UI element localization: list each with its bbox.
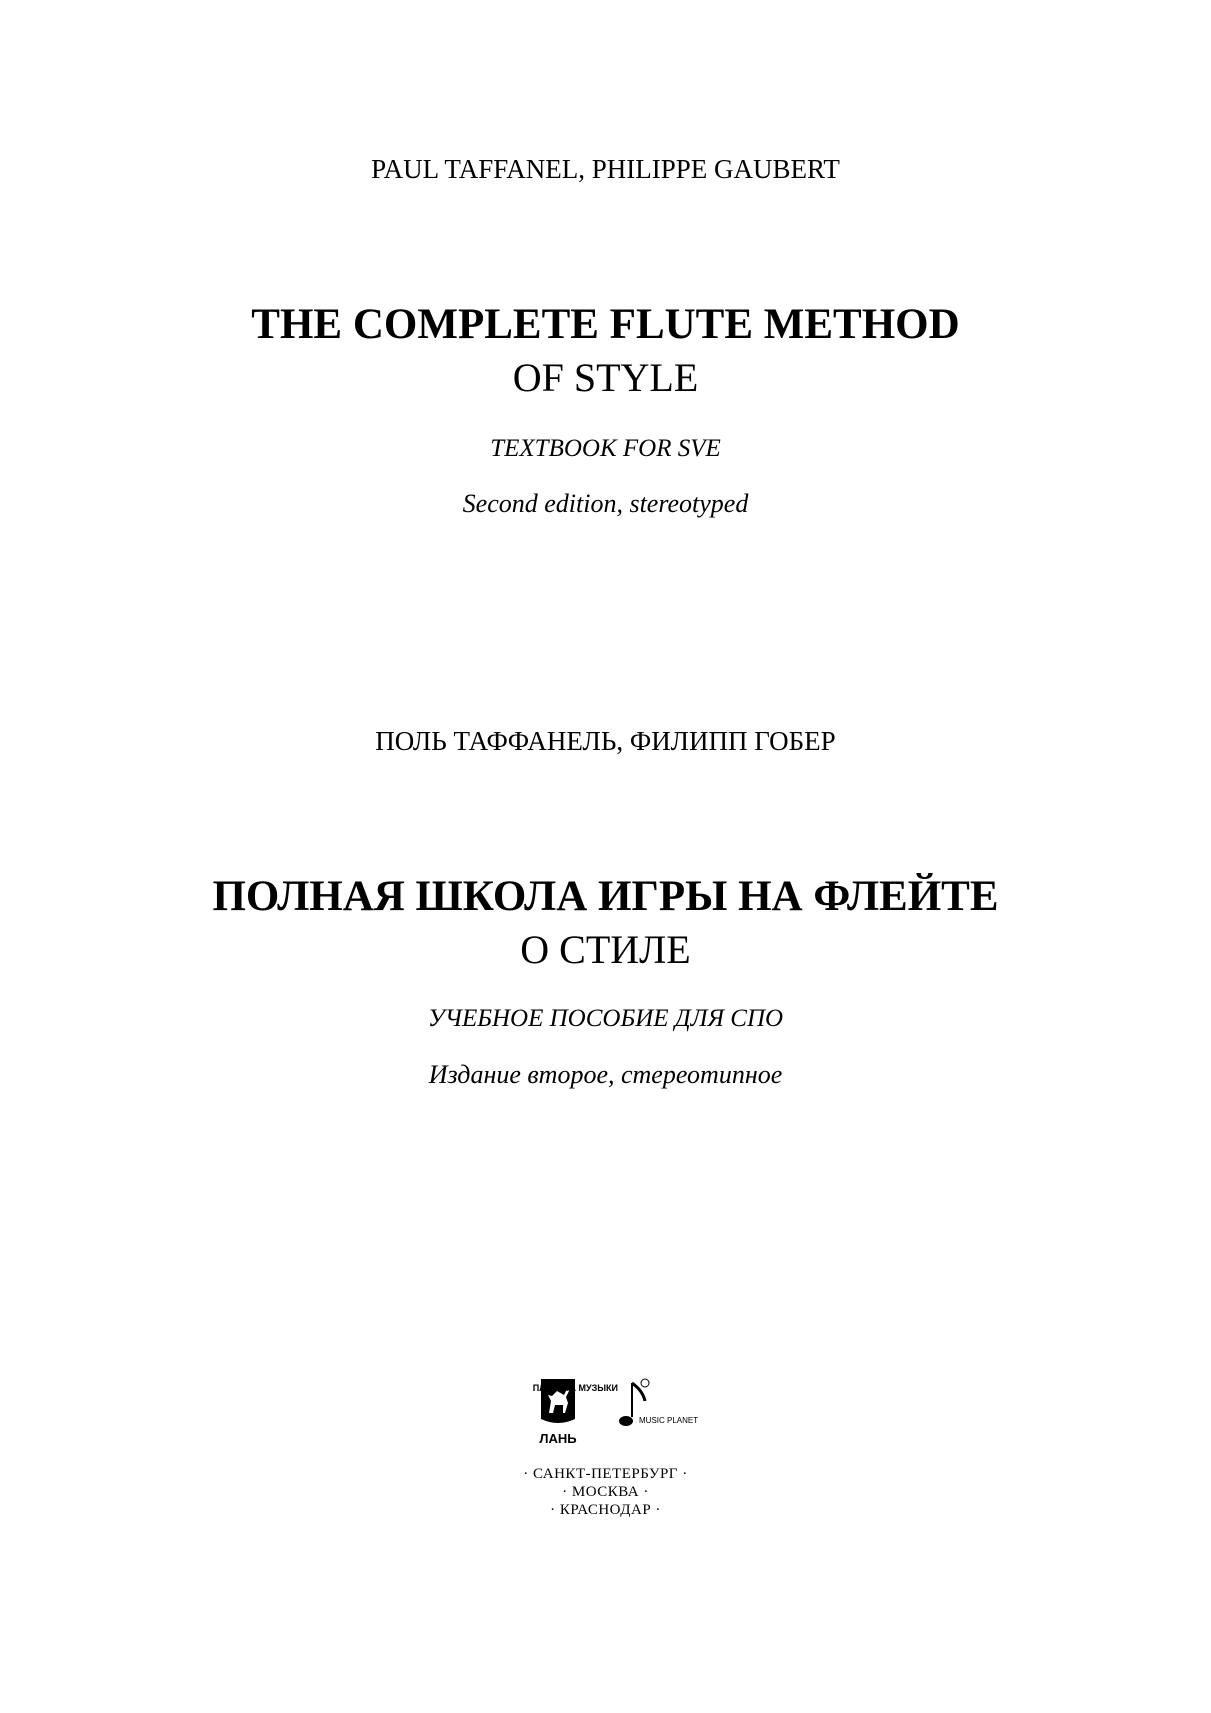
russian-subtitle: О СТИЛЕ [520,927,691,972]
publisher-logo [532,1375,699,1455]
russian-edition: Издание второе, стереотипное [428,1060,783,1089]
english-edition: Second edition, stereotyped [462,489,749,518]
city-krasnodar: · КРАСНОДАР · [550,1502,661,1518]
publisher-logo-graphic [532,1375,699,1455]
russian-authors: ПОЛЬ ТАФФАНЕЛЬ, ФИЛИПП ГОБЕР [375,726,836,756]
english-textbook-label: TEXTBOOK FOR SVE [490,435,721,462]
russian-textbook-label: УЧЕБНОЕ ПОСОБИЕ ДЛЯ СПО [427,1005,784,1032]
logo-planet-en-text: MUSIC PLANET [639,1416,699,1425]
city-saint-petersburg: · САНКТ-ПЕТЕРБУРГ · [523,1466,688,1482]
english-subtitle: OF STYLE [512,355,699,400]
russian-title: ПОЛНАЯ ШКОЛА ИГРЫ НА ФЛЕЙТЕ [212,873,999,920]
logo-lan-text: ЛАНЬ [539,1431,577,1446]
logo-planet-ru-text: ПЛАНЕТА МУЗЫКИ [532,1383,618,1393]
city-moscow: · МОСКВА · [562,1484,649,1500]
english-title: THE COMPLETE FLUTE METHOD [251,301,960,348]
english-authors: PAUL TAFFANEL, PHILIPPE GAUBERT [371,154,840,184]
